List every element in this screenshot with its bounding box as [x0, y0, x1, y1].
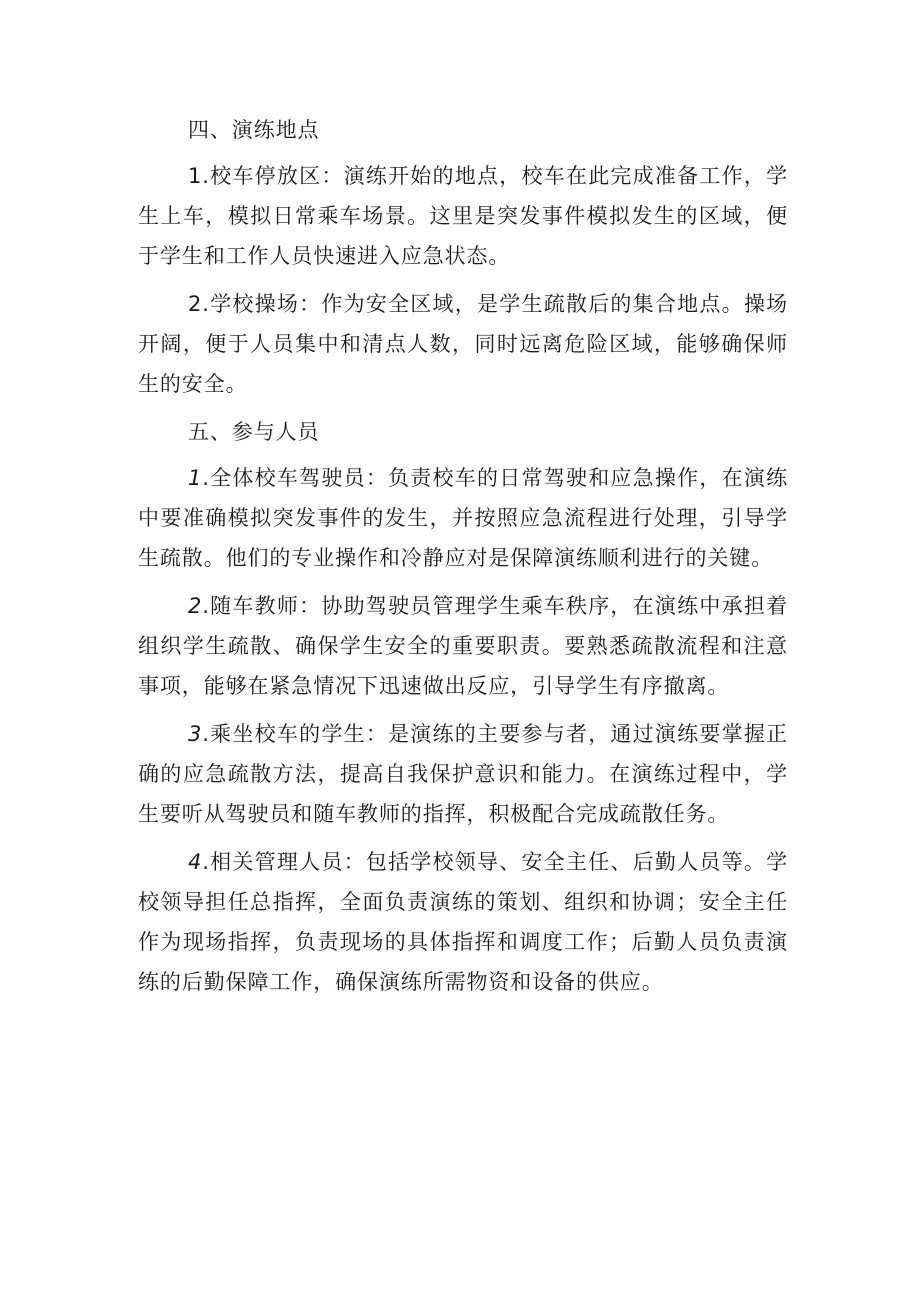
- item-text: 学校操场：作为安全区域，是学生疏散后的集合地点。操场开阔，便于人员集中和清点人数，同时远离危险区域，能够确保师生的安全。: [138, 292, 788, 396]
- item-dot: .: [202, 292, 210, 316]
- item-dot: .: [202, 466, 210, 490]
- item-dot: .: [202, 164, 210, 188]
- section-heading-participants: 五、参与人员: [188, 420, 320, 444]
- participant-item-2: [138, 586, 788, 706]
- location-item-2: [138, 284, 788, 404]
- item-text: 校车停放区：演练开始的地点，校车在此完成准备工作，学生上车，模拟日常乘车场景。这里是突发事件模拟发生的区域，便于学生和工作人员快速进入应急状态。: [138, 164, 788, 268]
- item-dot: .: [202, 594, 210, 618]
- item-number: 2: [188, 292, 203, 316]
- item-number: 2: [188, 594, 203, 618]
- item-number: 4: [188, 850, 203, 874]
- item-text: 乘坐校车的学生：是演练的主要参与者，通过演练要掌握正确的应急疏散方法，提高自我保护意识和能力。在演练过程中，学生要听从驾驶员和随车教师的指挥，积极配合完成疏散任务。: [138, 722, 788, 826]
- item-number: 3: [188, 722, 203, 746]
- item-dot: .: [202, 722, 210, 746]
- item-text: 全体校车驾驶员：负责校车的日常驾驶和应急操作，在演练中要准确模拟突发事件的发生，并按照应急流程进行处理，引导学生疏散。他们的专业操作和冷静应对是保障演练顺利进行的关键。: [138, 466, 788, 570]
- section-heading-location: 四、演练地点: [188, 118, 320, 142]
- participant-item-3: [138, 714, 788, 834]
- item-text: 随车教师：协助驾驶员管理学生乘车秩序，在演练中承担着组织学生疏散、确保学生安全的重要职责。要熟悉疏散流程和注意事项，能够在紧急情况下迅速做出反应，引导学生有序撤离。: [138, 594, 788, 698]
- item-number: 1: [188, 164, 203, 188]
- participant-item-1: [138, 458, 788, 578]
- location-item-1: [138, 156, 788, 276]
- participant-item-4: [138, 842, 788, 1002]
- item-number: 1: [188, 466, 203, 490]
- document-body: [138, 110, 788, 1010]
- item-dot: .: [202, 850, 210, 874]
- item-text: 相关管理人员：包括学校领导、安全主任、后勤人员等。学校领导担任总指挥，全面负责演练的策划、组织和协调；安全主任作为现场指挥，负责现场的具体指挥和调度工作；后勤人员负责演练的后勤保障工作，确保演练所需物资和设备的供应。: [138, 850, 788, 994]
